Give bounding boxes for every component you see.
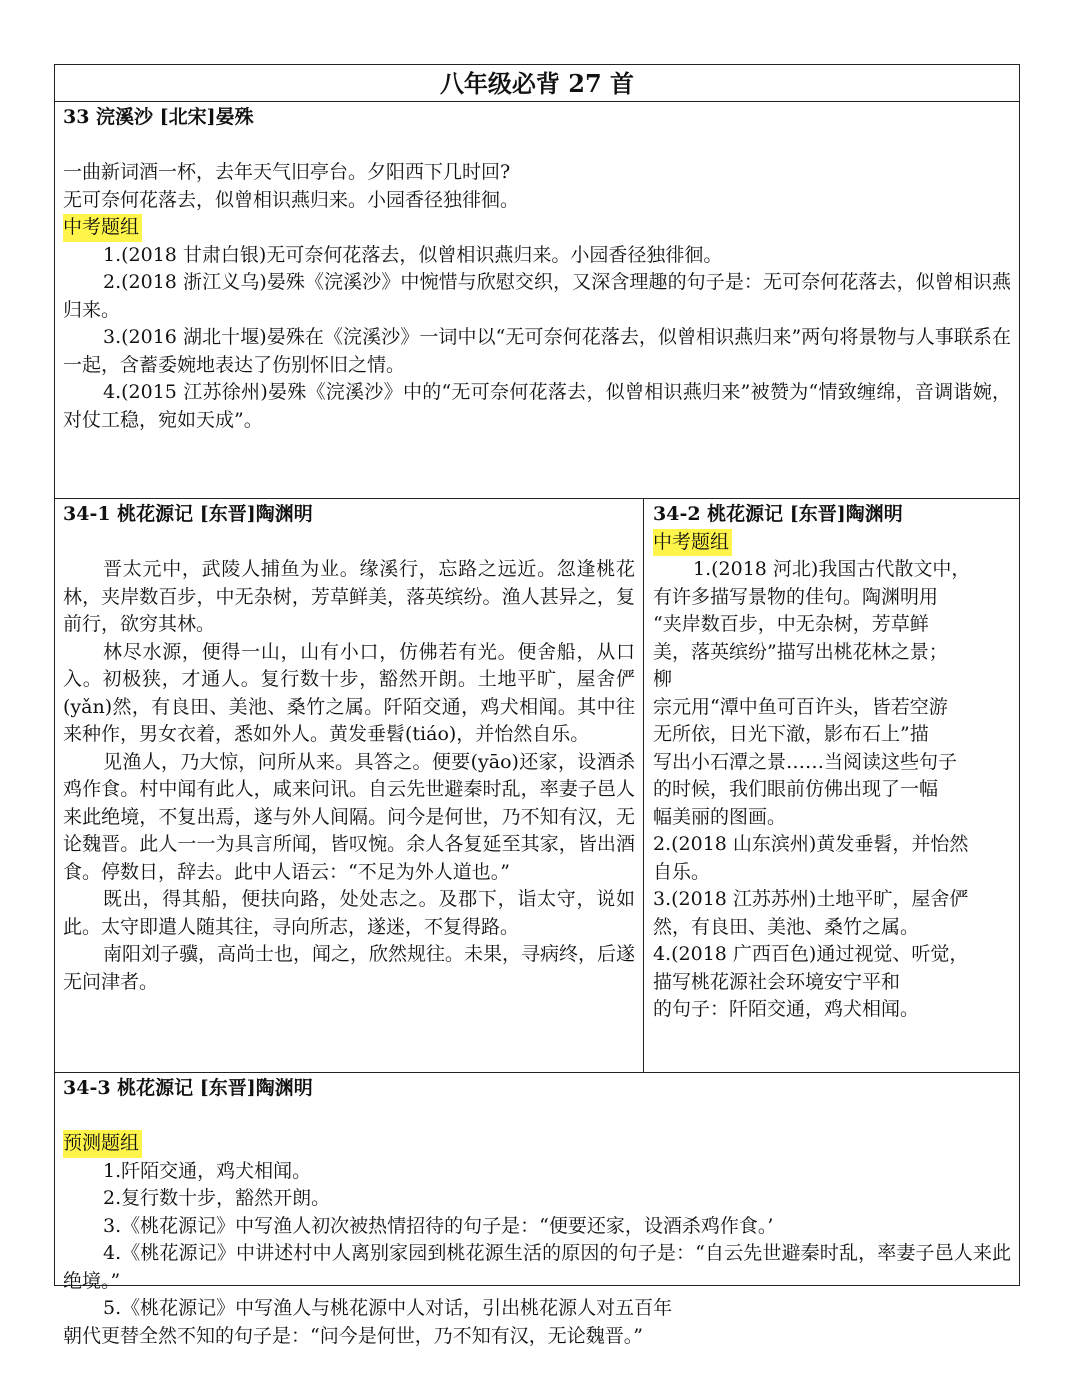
section-33	[55, 102, 1019, 499]
text-line: 有许多描写景物的佳句。陶渊明用	[653, 585, 939, 608]
question-item-continued: 朝代更替全然不知的句子是：“问今是何世，乃不知有汉，无论魏晋。”	[63, 1324, 643, 1347]
question-item: 4.(2015 江苏徐州)晏殊《浣溪沙》中的“无可奈何花落去，似曾相识燕归来”被赞为“情致缠绵，音调谐婉，对仗工稳，宛如天成”。	[63, 381, 1011, 431]
poem-line: 一曲新词酒一杯，去年天气旧亭台。夕阳西下几时回?	[63, 161, 511, 183]
text-line: 写出小石潭之景……当阅读这些句子	[653, 750, 958, 773]
poem-line: 无可奈何花落去，似曾相识燕归来。小园香径独徘徊。	[63, 188, 520, 211]
text-line: “夹岸数百步，中无杂树，芳草鲜	[653, 613, 929, 635]
page-title: 八年级必背 27 首	[55, 65, 1019, 102]
text-line: 美，落英缤纷”描写出桃花林之景；	[653, 640, 948, 663]
section-heading: 34-1 桃花源记 [东晋]陶渊明	[63, 503, 313, 525]
prose-paragraph: 既出，得其船，便扶向路，处处志之。及郡下，诣太守，说如此。太守即遣人随其往，寻向所志，遂迷，不复得路。	[63, 888, 635, 938]
prose-paragraph: 见渔人，乃大惊，问所从来。具答之。便要(yāo)还家，设酒杀鸡作食。村中闻有此人，咸来问讯。自云先世避秦时乱，率妻子邑人来此绝境，不复出焉，遂与外人间隔。问今是何世，乃不知有汉，无论魏晋。此人一一为具言所闻，皆叹惋。余人各复延至其家，皆出酒食。停数日，辞去。此中人语云：“不足为外人道也。”	[63, 750, 635, 883]
text-line: 1.(2018 河北)我国古代散文中，	[693, 558, 971, 580]
section-heading: 34-3 桃花源记 [东晋]陶渊明	[63, 1077, 313, 1099]
section-heading: 34-2 桃花源记 [东晋]陶渊明	[653, 503, 903, 525]
text-line: 然，有良田、美池、桑竹之属。	[653, 915, 920, 938]
text-line: 自乐。	[653, 860, 711, 883]
section-heading: 33 浣溪沙 [北宋]晏殊	[63, 106, 254, 128]
text-line: 3.(2018 江苏苏州)土地平旷，屋舍俨	[653, 888, 969, 910]
text-line: 宗元用“潭中鱼可百许头，皆若空游	[653, 695, 948, 718]
text-line: 2.(2018 山东滨州)黄发垂髫，并怡然	[653, 833, 969, 855]
section-34-3	[55, 1073, 1019, 1347]
prose-paragraph: 南阳刘子骥，高尚士也，闻之，欣然规往。未果，寻病终，后遂无问津者。	[63, 943, 636, 993]
question-item: 3.(2016 湖北十堰)晏殊在《浣溪沙》一词中以“无可奈何花落去，似曾相识燕归来”两句将景物与人事联系在一起，含蓄委婉地表达了伤别怀旧之情。	[63, 326, 1011, 376]
question-item: 3.《桃花源记》中写渔人初次被热情招待的句子是：“便要还家，设酒杀鸡作食。’	[103, 1214, 774, 1237]
group-label: 中考题组	[653, 529, 732, 557]
text-line: 的句子：阡陌交通，鸡犬相闻。	[653, 998, 920, 1020]
group-label: 中考题组	[63, 214, 142, 242]
prose-paragraph: 晋太元中，武陵人捕鱼为业。缘溪行，忘路之远近。忽逢桃花林，夹岸数百步，中无杂树，芳草鲜美，落英缤纷。渔人甚异之，复前行，欲穷其林。	[63, 558, 635, 635]
group-label: 预测题组	[63, 1130, 142, 1158]
question-item: 4.《桃花源记》中讲述村中人离别家园到桃花源生活的原因的句子是：“自云先世避秦时乱，率妻子邑人来此绝境。”	[63, 1242, 1011, 1292]
question-item: 2.复行数十步，豁然开朗。	[103, 1187, 331, 1209]
question-item: 2.(2018 浙江义乌)晏殊《浣溪沙》中惋惜与欣慰交织，又深含理趣的句子是：无可奈何花落去，似曾相识燕归来。	[63, 271, 1011, 321]
question-item: 1.(2018 甘肃白银)无可奈何花落去，似曾相识燕归来。小园香径独徘徊。	[103, 243, 723, 266]
text-line: 的时候，我们眼前仿佛出现了一幅	[653, 778, 939, 800]
question-item: 5.《桃花源记》中写渔人与桃花源中人对话，引出桃花源人对五百年	[103, 1297, 673, 1319]
text-line: 柳	[653, 668, 673, 690]
section-34-2	[644, 499, 1019, 1073]
table	[54, 64, 1020, 1347]
question-item: 1.阡陌交通，鸡犬相闻。	[103, 1159, 312, 1182]
text-line: 无所依，日光下澈，影布石上”描	[653, 723, 929, 745]
text-line: 描写桃花源社会环境安宁平和	[653, 970, 901, 993]
section-34-1	[55, 499, 644, 1073]
prose-paragraph: 林尽水源，便得一山，山有小口，仿佛若有光。便舍船，从口入。初极狭，才通人。复行数十步，豁然开朗。土地平旷，屋舍俨(yǎn)然，有良田、美池、桑竹之属。阡陌交通，鸡犬相闻。其中往来种作，男女衣着，悉如外人。黄发垂髫(tiáo)，并怡然自乐。	[63, 640, 635, 745]
text-line: 4.(2018 广西百色)通过视觉、听觉，	[653, 943, 969, 965]
text-line: 幅美丽的图画。	[653, 805, 787, 828]
